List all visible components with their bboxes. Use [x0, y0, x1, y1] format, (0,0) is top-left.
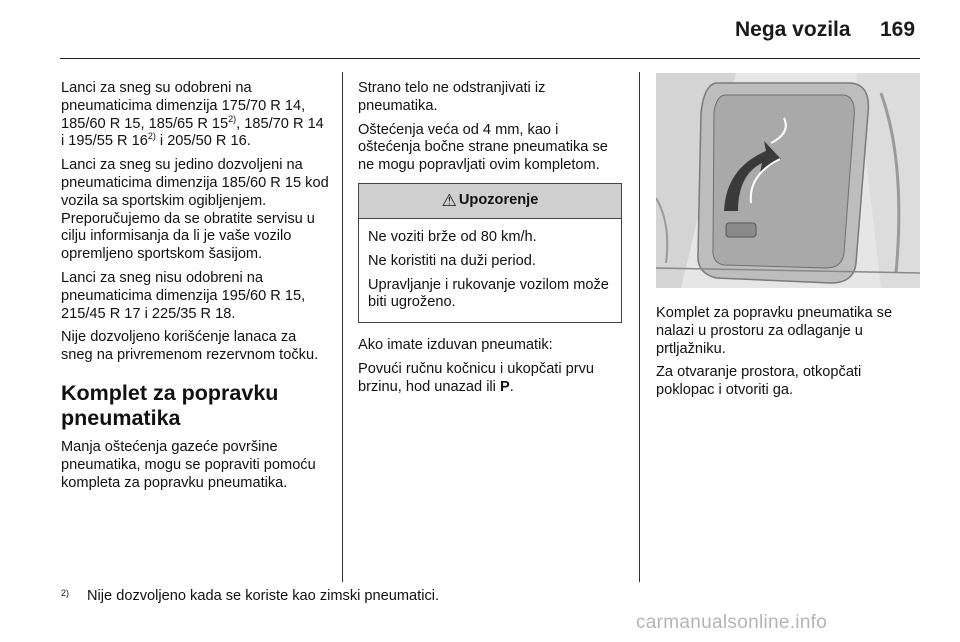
repair-kit-intro-paragraph: Manja oštećenja gazeće površine pneumatika, mogu se popraviti pomoću kompleta za popravku pneumatika.: [61, 438, 316, 491]
trunk-illustration-svg: [656, 73, 920, 288]
trunk-compartment-illustration: [656, 73, 920, 288]
footnote: [61, 588, 439, 604]
snow-chains-approved-paragraph: [61, 80, 331, 151]
kit-location-paragraph: Komplet za popravku pneumatika se nalazi u prostoru za odlaganje u prtljažniku.: [656, 305, 893, 357]
left-column: [61, 80, 331, 498]
warning-line: Ne koristiti na duži period.: [368, 252, 536, 269]
spare-wheel-paragraph: Nije dozvoljeno korišćenje lanaca za sneg na privremenom rezervnom točku.: [61, 329, 319, 364]
warning-line: Ne voziti brže od 80 km/h.: [368, 228, 537, 245]
footnote-ref: 2): [228, 113, 237, 124]
column-divider-1: [342, 72, 343, 582]
warning-title: Upozorenje: [458, 192, 539, 209]
middle-column: [358, 80, 622, 403]
warning-header: [359, 184, 621, 219]
footnote-mark: 2): [61, 588, 70, 598]
footnote-ref: 2): [147, 131, 156, 142]
footnote-text: Nije dozvoljeno kada se koriste kao zimski pneumatici.: [87, 588, 440, 604]
page-number: 169: [880, 18, 916, 41]
right-column: [656, 305, 922, 406]
warning-box: [358, 183, 622, 323]
open-compartment-paragraph: Za otvaranje prostora, otkopčati poklopac i otvoriti ga.: [656, 364, 862, 399]
warning-line: Upravljanje i rukovanje vozilom može biti ugroženo.: [368, 276, 609, 311]
warning-triangle-icon: ⚠: [441, 191, 457, 211]
gear-p-label: P: [499, 378, 510, 395]
parking-brake-paragraph: [358, 361, 622, 397]
section-title: Komplet za popravku pneumatika: [61, 380, 279, 430]
damage-limit-paragraph: Oštećenja veća od 4 mm, kao i oštećenja bočne strane pneumatika se ne mogu popravljati ovim kompletom.: [358, 121, 608, 174]
column-divider-2: [639, 72, 640, 582]
text-run: , 185/70 R 14 i 195/55 R 16: [61, 115, 324, 150]
text-run: Lanci za sneg su odobreni na pneumaticima dimenzija 175/70 R 14, 185/60 R 15, 185/65 R 15: [61, 80, 306, 132]
text-run: i 205/50 R 16.: [155, 133, 251, 150]
page-header-title: Nega vozila: [735, 18, 851, 41]
foreign-object-paragraph: Strano telo ne odstranjivati iz pneumatika.: [358, 80, 546, 114]
text-run: .: [509, 378, 514, 395]
snow-chains-not-approved-paragraph: Lanci za sneg nisu odobreni na pneumaticima dimenzija 195/60 R 15, 215/45 R 17 i 225/35 R 18.: [61, 269, 306, 322]
flat-tire-paragraph: Ako imate izduvan pneumatik:: [358, 337, 553, 354]
watermark: carmanualsonline.info: [636, 612, 828, 633]
warning-body: [359, 219, 621, 322]
text-run: Povući ručnu kočnicu i ukopčati prvu brzinu, hod unazad ili: [358, 360, 595, 395]
snow-chains-sport-paragraph: Lanci za sneg su jedino dozvoljeni na pneumaticima dimenzija 185/60 R 15 kod vozila sa sportskim ogibljenjem. Preporučujemo da se obratite servisu u cilju informisanja da li je vaše vozilo opremljeno sportskom šasijom.: [61, 157, 329, 263]
header-divider: [60, 58, 920, 59]
